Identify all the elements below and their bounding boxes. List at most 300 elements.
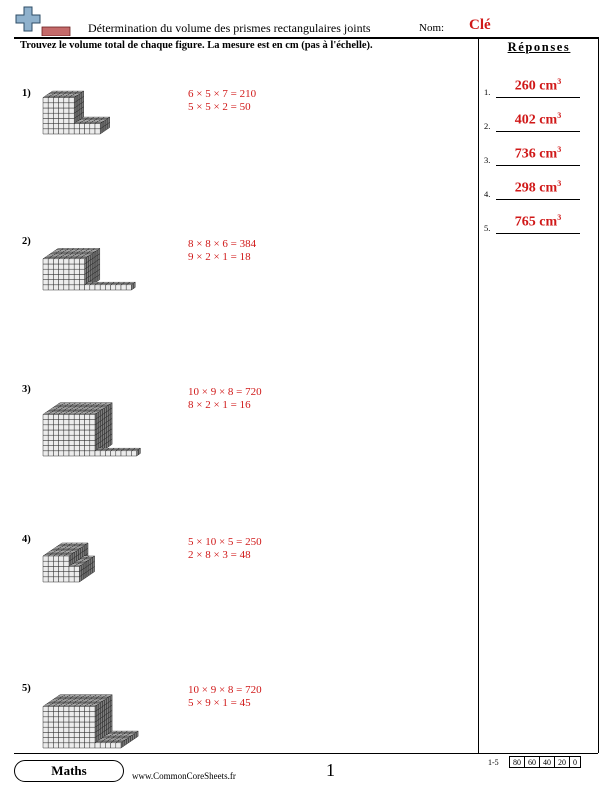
cube-face <box>79 722 84 727</box>
cube-face <box>74 435 79 440</box>
cube-face <box>90 420 95 425</box>
cube-face <box>79 280 84 285</box>
answer-value: 298 $cm^3$ <box>496 179 580 200</box>
cube-face <box>74 96 76 103</box>
cube-face <box>73 552 75 559</box>
cube-face <box>48 738 53 743</box>
cube-face <box>116 285 121 290</box>
cube-face <box>64 706 69 711</box>
cube-face <box>64 561 69 566</box>
cube-face <box>137 450 139 457</box>
cube-face <box>59 264 64 269</box>
cube-face <box>64 269 69 274</box>
cube-face <box>53 561 58 566</box>
worksheet-title: Détermination du volume des prismes rectangulaires joints <box>88 21 371 35</box>
cube-face <box>43 732 48 737</box>
calculation-line: 6 × 5 × 7 = 210 <box>188 88 257 100</box>
cube-face <box>53 113 58 118</box>
cube-face <box>53 566 58 571</box>
cube-face <box>90 285 95 290</box>
cube-face <box>103 408 105 415</box>
cube-face <box>79 259 84 264</box>
cube-face <box>77 550 79 557</box>
cube-face <box>85 435 90 440</box>
cube-face <box>43 435 48 440</box>
cube-face <box>95 413 97 420</box>
cube-face <box>74 451 79 456</box>
cube-face <box>69 259 74 264</box>
cube-face <box>97 412 99 419</box>
cube-face <box>85 285 90 290</box>
cube-face <box>121 285 126 290</box>
prism-figure-2 <box>42 234 162 294</box>
calculation-line: 5 × 10 × 5 = 250 <box>188 536 262 548</box>
cube-face <box>116 743 121 748</box>
cube-face <box>79 717 84 722</box>
cube-face <box>53 269 58 274</box>
cube-face <box>53 717 58 722</box>
answers-title: Réponses <box>507 40 571 54</box>
cube-face <box>64 722 69 727</box>
answer-value: 402 $cm^3$ <box>496 111 580 132</box>
cube-face <box>91 557 93 564</box>
answer-row-4 <box>484 179 594 203</box>
problem-number: 2) <box>22 236 31 247</box>
calculation-line: 5 × 5 × 2 = 50 <box>188 101 251 113</box>
cube-face <box>95 285 100 290</box>
cube-face <box>53 446 58 451</box>
cube-face <box>59 425 64 430</box>
cube-face <box>85 124 90 129</box>
name-value: Clé <box>469 17 491 33</box>
cube-face <box>59 727 64 732</box>
cube-face <box>43 572 48 577</box>
cube-face <box>108 696 110 703</box>
cube-face <box>100 285 105 290</box>
cube-face <box>79 269 84 274</box>
cube-face <box>43 280 48 285</box>
cube-face <box>64 98 69 103</box>
cube-face <box>43 414 48 419</box>
cube-face <box>131 451 136 456</box>
cube-face <box>121 451 126 456</box>
cube-face <box>121 742 123 749</box>
cube-face <box>99 411 101 418</box>
cube-face <box>53 727 58 732</box>
cube-face <box>59 556 64 561</box>
cube-face <box>79 727 84 732</box>
cube-face <box>134 732 136 739</box>
cube-face <box>48 129 53 134</box>
cube-face <box>43 440 48 445</box>
cube-face <box>74 717 79 722</box>
cube-face <box>98 248 100 255</box>
cube-face <box>43 566 48 571</box>
cube-face <box>43 425 48 430</box>
cube-face <box>48 561 53 566</box>
cube-face <box>59 732 64 737</box>
cube-face <box>53 103 58 108</box>
cube-face <box>53 285 58 290</box>
cube-face <box>90 727 95 732</box>
cube-face <box>48 280 53 285</box>
answer-number: 4. <box>484 189 491 199</box>
cube-face <box>53 420 58 425</box>
cube-face <box>43 561 48 566</box>
calculation <box>188 684 262 710</box>
cube-face <box>90 124 95 129</box>
calculation-line: 2 × 8 × 3 = 48 <box>188 549 251 561</box>
cube-face <box>64 113 69 118</box>
cube-face <box>59 274 64 279</box>
cube-face <box>43 722 48 727</box>
cube-face <box>48 722 53 727</box>
cube-face <box>90 717 95 722</box>
cube-face <box>48 556 53 561</box>
cube-face <box>64 743 69 748</box>
cube-face <box>43 264 48 269</box>
cube-face <box>53 264 58 269</box>
cube-face <box>43 124 48 129</box>
cube-face <box>59 717 64 722</box>
cube-face <box>79 264 84 269</box>
cube-face <box>82 546 84 553</box>
score-table <box>509 756 581 768</box>
cube-face <box>43 98 48 103</box>
cube-face <box>53 722 58 727</box>
cube-face <box>59 572 64 577</box>
prism-figure-4 <box>42 530 122 590</box>
cube-face <box>48 430 53 435</box>
cube-face <box>69 572 74 577</box>
cube-face <box>110 695 112 702</box>
cube-face <box>79 738 84 743</box>
cube-face <box>64 712 69 717</box>
cube-face <box>74 732 79 737</box>
cube-face <box>48 103 53 108</box>
cube-face <box>123 740 125 747</box>
score-cell: 60 <box>525 757 540 768</box>
cube-face <box>48 712 53 717</box>
cube-face <box>53 435 58 440</box>
cube-face <box>48 98 53 103</box>
cube-face <box>74 264 79 269</box>
cube-face <box>90 425 95 430</box>
cube-face <box>79 124 84 129</box>
cube-face <box>69 108 74 113</box>
cube-face <box>74 430 79 435</box>
cube-face <box>64 129 69 134</box>
cube-face <box>105 699 107 706</box>
cube-face <box>90 430 95 435</box>
cube-face <box>105 285 110 290</box>
cube-face <box>59 108 64 113</box>
cube-face <box>85 414 90 419</box>
cube-face <box>90 706 95 711</box>
cube-face <box>48 717 53 722</box>
instructions: Trouvez le volume total de chaque figure. La mesure est en cm (pas à l'échelle). <box>20 40 373 51</box>
cube-face <box>43 556 48 561</box>
cube-face <box>69 430 74 435</box>
cube-face <box>108 404 110 411</box>
answer-row-5 <box>484 213 594 237</box>
cube-face <box>43 577 48 582</box>
cube-face <box>69 451 74 456</box>
cube-face <box>48 269 53 274</box>
cube-face <box>43 717 48 722</box>
cube-face <box>53 738 58 743</box>
cube-face <box>43 269 48 274</box>
cube-face <box>133 282 135 289</box>
cube-face <box>53 430 58 435</box>
cube-face <box>53 414 58 419</box>
cube-face <box>69 113 74 118</box>
cube-face <box>129 736 131 743</box>
cube-face <box>111 285 116 290</box>
cube-face <box>64 285 69 290</box>
cube-face <box>100 743 105 748</box>
cube-face <box>59 414 64 419</box>
cube-face <box>100 122 102 129</box>
cube-face <box>69 722 74 727</box>
cube-face <box>79 565 81 572</box>
cube-face <box>59 722 64 727</box>
cube-face <box>48 577 53 582</box>
cube-face <box>43 727 48 732</box>
cube-face <box>48 113 53 118</box>
cube-face <box>74 446 79 451</box>
cube-face <box>53 108 58 113</box>
cube-face <box>43 420 48 425</box>
cube-face <box>85 722 90 727</box>
cube-face <box>74 124 79 129</box>
cube-face <box>59 269 64 274</box>
cube-face <box>59 440 64 445</box>
cube-face <box>69 555 71 562</box>
cube-face <box>53 556 58 561</box>
cube-face <box>53 259 58 264</box>
cube-face <box>82 91 84 98</box>
cube-face <box>48 108 53 113</box>
cube-face <box>69 103 74 108</box>
cube-face <box>53 124 58 129</box>
cube-face <box>74 259 79 264</box>
answer-column-border-right <box>598 37 599 753</box>
cube-face <box>64 566 69 571</box>
calculation-line: 9 × 2 × 1 = 18 <box>188 251 251 263</box>
cube-face <box>90 738 95 743</box>
cube-face <box>90 712 95 717</box>
cube-face <box>85 451 90 456</box>
cube-face <box>43 285 48 290</box>
cube-face <box>136 731 138 738</box>
cube-face <box>81 564 83 571</box>
cube-face <box>69 285 74 290</box>
cube-face <box>131 735 133 742</box>
cube-face <box>95 705 97 712</box>
cube-face <box>80 92 82 99</box>
cube-face <box>95 743 100 748</box>
cube-face <box>74 572 79 577</box>
score-cell: 80 <box>510 757 525 768</box>
cube-face <box>96 250 98 257</box>
cube-face <box>43 274 48 279</box>
cube-face <box>69 440 74 445</box>
cube-face <box>48 264 53 269</box>
cube-face <box>85 732 90 737</box>
cube-face <box>69 98 74 103</box>
answer-number: 3. <box>484 155 491 165</box>
cube-face <box>79 414 84 419</box>
cube-face <box>85 129 90 134</box>
cube-face <box>74 712 79 717</box>
cube-face <box>48 285 53 290</box>
cube-face <box>85 561 87 568</box>
cube-face <box>69 435 74 440</box>
cube-face <box>89 559 91 566</box>
cube-face <box>69 264 74 269</box>
cube-face <box>74 727 79 732</box>
cube-face <box>75 551 77 558</box>
cube-face <box>53 118 58 123</box>
cube-face <box>69 425 74 430</box>
cube-face <box>95 129 100 134</box>
cube-face <box>87 256 89 263</box>
cube-face <box>69 717 74 722</box>
problem-number: 1) <box>22 88 31 99</box>
cube-face <box>53 451 58 456</box>
cube-face <box>59 577 64 582</box>
cube-face <box>71 553 73 560</box>
cube-face <box>79 425 84 430</box>
cube-face <box>69 712 74 717</box>
cube-face <box>74 425 79 430</box>
answer-value: 736 $cm^3$ <box>496 145 580 166</box>
cube-face <box>85 717 90 722</box>
cube-face <box>64 446 69 451</box>
cube-face <box>48 566 53 571</box>
cube-face <box>97 704 99 711</box>
cube-face <box>90 414 95 419</box>
cube-face <box>43 259 48 264</box>
plus-logo-icon <box>14 6 72 36</box>
cube-face <box>79 548 81 555</box>
cube-face <box>64 732 69 737</box>
problem-number: 4) <box>22 534 31 545</box>
cube-face <box>74 738 79 743</box>
cube-face <box>95 451 100 456</box>
cube-face <box>79 420 84 425</box>
cube-face <box>53 712 58 717</box>
cube-face <box>74 414 79 419</box>
cube-face <box>104 120 106 127</box>
cube-face <box>80 547 82 554</box>
cube-face <box>111 451 116 456</box>
cube-face <box>108 117 110 124</box>
cube-face <box>85 712 90 717</box>
cube-face <box>53 732 58 737</box>
cube-face <box>64 274 69 279</box>
cube-face <box>69 566 74 571</box>
cube-face <box>74 285 79 290</box>
cube-face <box>85 738 90 743</box>
cube-face <box>53 425 58 430</box>
cube-face <box>132 734 134 741</box>
cube-face <box>48 706 53 711</box>
cube-face <box>59 113 64 118</box>
cube-face <box>53 129 58 134</box>
cube-face <box>92 252 94 258</box>
cube-face <box>59 259 64 264</box>
cube-face <box>53 743 58 748</box>
cube-face <box>64 420 69 425</box>
cube-face <box>59 446 64 451</box>
cube-face <box>59 420 64 425</box>
cube-face <box>131 284 133 291</box>
prism-figure-5 <box>42 680 162 754</box>
cube-face <box>99 703 101 710</box>
cube-face <box>116 451 121 456</box>
cube-face <box>74 577 79 582</box>
cube-face <box>53 98 58 103</box>
prism-figure-1 <box>42 84 132 144</box>
cube-face <box>59 103 64 108</box>
cube-face <box>69 274 74 279</box>
cube-face <box>64 435 69 440</box>
cube-face <box>64 118 69 123</box>
cube-face <box>74 743 79 748</box>
header-divider <box>14 37 598 39</box>
calculation-line: 8 × 2 × 1 = 16 <box>188 399 251 411</box>
cube-face <box>74 420 79 425</box>
cube-face <box>69 727 74 732</box>
cube-face <box>90 435 95 440</box>
score-range-label: 1-5 <box>488 758 499 767</box>
cube-face <box>64 414 69 419</box>
answer-number: 5. <box>484 223 491 233</box>
subject-badge: Maths <box>14 760 124 782</box>
calculation-line: 5 × 9 × 1 = 45 <box>188 697 251 709</box>
cube-face <box>69 420 74 425</box>
cube-face <box>74 280 79 285</box>
cube-face <box>90 743 95 748</box>
cube-face <box>95 124 100 129</box>
answer-column-border-left <box>478 37 479 753</box>
cube-face <box>59 118 64 123</box>
cube-face <box>90 446 95 451</box>
cube-face <box>64 259 69 264</box>
cube-face <box>43 129 48 134</box>
answer-row-3 <box>484 145 594 169</box>
cube-face <box>59 743 64 748</box>
cube-face <box>85 430 90 435</box>
cube-face <box>64 103 69 108</box>
cube-face <box>79 430 84 435</box>
name-label: Nom: <box>419 22 445 34</box>
cube-face <box>85 446 90 451</box>
problem-number: 5) <box>22 683 31 694</box>
answer-number: 2. <box>484 121 491 131</box>
cube-face <box>48 451 53 456</box>
cube-face <box>59 706 64 711</box>
cube-face <box>69 446 74 451</box>
cube-face <box>85 420 90 425</box>
calculation <box>188 386 262 412</box>
cube-face <box>74 566 79 571</box>
cube-face <box>64 124 69 129</box>
cube-face <box>105 407 107 414</box>
cube-face <box>64 264 69 269</box>
